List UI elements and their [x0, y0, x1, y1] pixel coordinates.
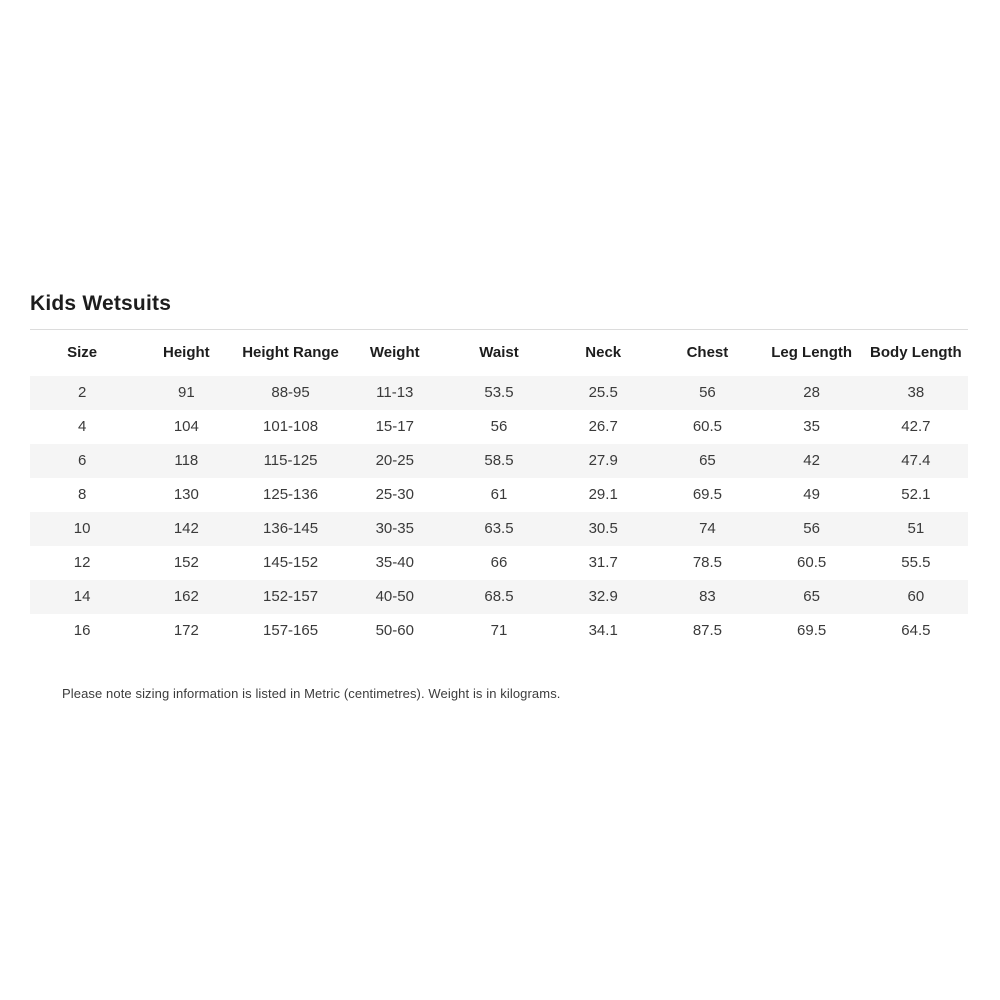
table-cell: 60 [907, 588, 925, 605]
table-cell: 65 [699, 452, 716, 469]
table-cell: 32.9 [588, 588, 618, 605]
table-row [30, 546, 968, 580]
kids-wetsuits-size-table [30, 329, 968, 648]
table-cell: 6 [77, 452, 87, 469]
table-cell: 51 [907, 520, 925, 537]
table-cell: 65 [803, 588, 820, 605]
column-header: Height [134, 330, 238, 376]
table-cell: 49 [803, 486, 820, 503]
table-cell: 26.7 [588, 418, 618, 435]
table-row [30, 478, 968, 512]
table-cell: 78.5 [692, 554, 723, 571]
table-cell: 14 [73, 588, 91, 605]
table-cell: 152-157 [263, 588, 319, 605]
header-row [30, 330, 968, 376]
table-row [30, 512, 968, 546]
table-cell: 115-125 [263, 452, 318, 469]
size-table-body [30, 376, 968, 648]
table-cell: 69.5 [797, 622, 827, 639]
table-cell: 71 [490, 622, 508, 639]
table-cell: 64.5 [901, 622, 931, 639]
table-cell: 30-35 [375, 520, 414, 537]
table-cell: 8 [77, 486, 87, 503]
table-cell: 56 [803, 520, 820, 537]
column-header: Neck [551, 330, 655, 376]
table-cell: 30.5 [588, 520, 618, 537]
table-cell: 142 [173, 520, 199, 537]
table-cell: 52.1 [901, 486, 931, 503]
table-cell: 68.5 [484, 588, 514, 605]
table-row [30, 410, 968, 444]
column-header: Size [30, 330, 134, 376]
table-cell: 56 [699, 384, 716, 401]
table-cell: 35-40 [375, 554, 414, 571]
table-cell: 31.7 [588, 554, 618, 571]
column-header: Height Range [238, 330, 342, 376]
table-cell: 38 [907, 384, 925, 401]
column-header: Leg Length [760, 330, 864, 376]
table-cell: 130 [173, 486, 199, 503]
table-row [30, 376, 968, 410]
table-cell: 88-95 [271, 384, 310, 401]
sizing-note: Please note sizing information is listed in Metric (centimetres). Weight is in kilograms. [62, 685, 561, 701]
table-cell: 66 [490, 554, 508, 571]
size-table-header [30, 330, 968, 376]
table-cell: 15-17 [375, 418, 414, 435]
table-cell: 136-145 [263, 520, 319, 537]
table-cell: 157-165 [263, 622, 319, 639]
table-cell: 10 [73, 520, 91, 537]
table-row [30, 614, 968, 648]
table-cell: 16 [73, 622, 91, 639]
table-cell: 42 [803, 452, 820, 469]
table-cell: 152 [173, 554, 199, 571]
table-cell: 74 [699, 520, 716, 537]
table-cell: 56 [490, 418, 508, 435]
table-cell: 91 [177, 384, 195, 401]
table-cell: 20-25 [375, 452, 414, 469]
table-cell: 12 [73, 554, 91, 571]
table-cell: 60.5 [797, 554, 827, 571]
table-cell: 28 [803, 384, 820, 401]
table-cell: 83 [699, 588, 716, 605]
table-cell: 25.5 [588, 384, 618, 401]
table-cell: 50-60 [375, 622, 414, 639]
table-cell: 11-13 [376, 384, 414, 401]
table-cell: 61 [490, 486, 508, 503]
table-row [30, 444, 968, 478]
table-cell: 27.9 [588, 452, 618, 469]
table-cell: 40-50 [375, 588, 414, 605]
column-header: Body Length [864, 330, 968, 376]
table-cell: 104 [173, 418, 199, 435]
table-cell: 125-136 [263, 486, 319, 503]
table-cell: 172 [173, 622, 199, 639]
table-cell: 47.4 [901, 452, 931, 469]
table-cell: 4 [77, 418, 87, 435]
table-cell: 34.1 [588, 622, 618, 639]
table-row [30, 580, 968, 614]
table-cell: 145-152 [263, 554, 319, 571]
table-cell: 60.5 [692, 418, 723, 435]
table-cell: 118 [174, 452, 199, 469]
column-header: Weight [343, 330, 447, 376]
table-cell: 101-108 [263, 418, 319, 435]
column-header: Waist [447, 330, 551, 376]
table-cell: 42.7 [901, 418, 931, 435]
table-cell: 87.5 [692, 622, 723, 639]
table-cell: 63.5 [484, 520, 514, 537]
column-header: Chest [655, 330, 759, 376]
page-title: Kids Wetsuits [30, 292, 172, 315]
table-cell: 162 [173, 588, 199, 605]
table-cell: 29.1 [588, 486, 618, 503]
table-cell: 25-30 [375, 486, 414, 503]
table-cell: 53.5 [484, 384, 514, 401]
table-cell: 35 [803, 418, 820, 435]
table-cell: 69.5 [692, 486, 723, 503]
table-cell: 2 [77, 384, 87, 401]
table-cell: 55.5 [901, 554, 931, 571]
table-cell: 58.5 [484, 452, 514, 469]
